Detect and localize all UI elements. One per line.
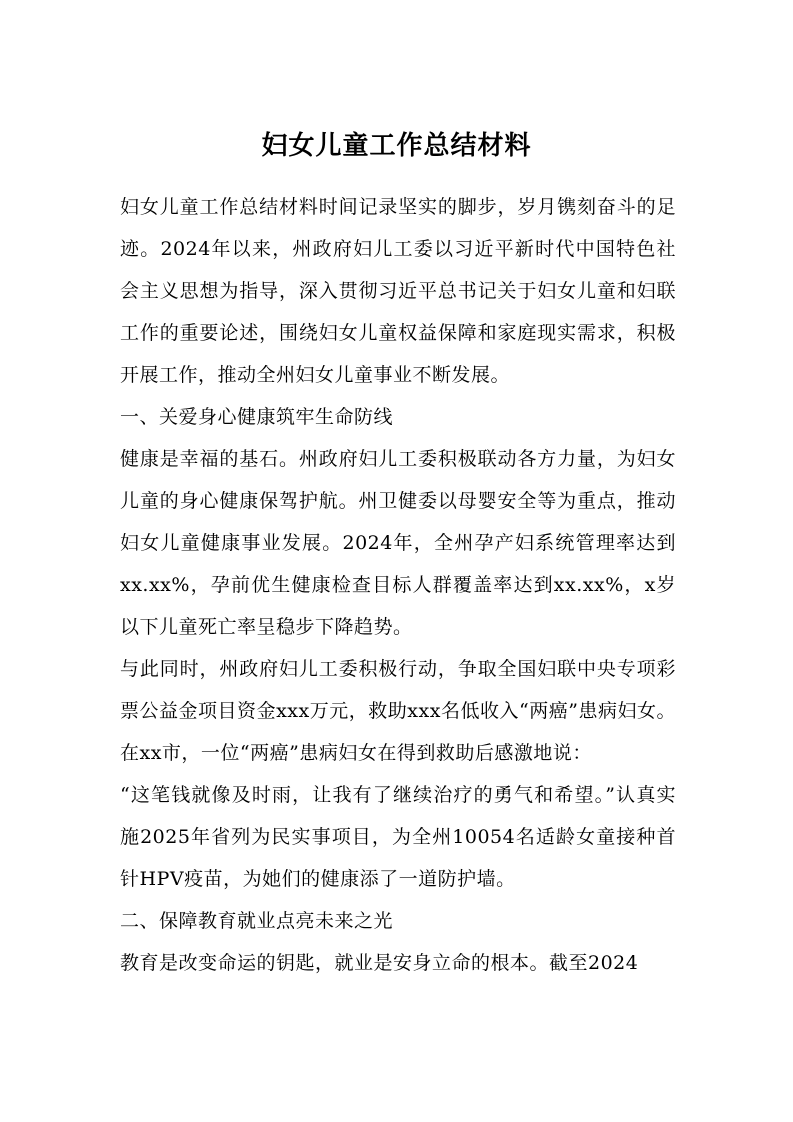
document-title: 妇女儿童工作总结材料 [261,131,532,161]
education-paragraph: 教育是改变命运的钥匙，就业是安身立命的根本。截至2024 [120,952,639,974]
section-heading-education: 二、保障教育就业点亮未来之光 [120,910,394,932]
cancer-aid-paragraph: 与此同时，州政府妇儿工委积极行动，争取全国妇联中央专项彩票公益金项目资金xxx万元，救助xxx名低收入“两癌”患病妇女。在xx市，一位“两癌”患病妇女在得到救助后感激地说： [120,658,676,764]
hpv-paragraph: “这笔钱就像及时雨，让我有了继续治疗的勇气和希望。”认真实施2025年省列为民实事项目，为全州10054名适龄女童接种首针HPV疫苗，为她们的健康添了一道防护墙。 [120,784,676,890]
health-paragraph: 健康是幸福的基石。州政府妇儿工委积极联动各方力量，为妇女儿童的身心健康保驾护航。州卫健委以母婴安全等为重点，推动妇女儿童健康事业发展。2024年，全州孕产妇系统管理率达到xx.xx%，孕前优生健康检查目标人群覆盖率达到xx.xx%，x岁以下儿童死亡率呈稳步下降趋势。 [120,448,676,638]
intro-paragraph: 妇女儿童工作总结材料时间记录坚实的脚步，岁月镌刻奋斗的足迹。2024年以来，州政府妇儿工委以习近平新时代中国特色社会主义思想为指导，深入贯彻习近平总书记关于妇女儿童和妇联工作的重要论述，围绕妇女儿童权益保障和家庭现实需求，积极开展工作，推动全州妇女儿童事业不断发展。 [120,196,676,386]
document-body [120,186,676,984]
section-heading-health: 一、关爱身心健康筑牢生命防线 [120,406,394,428]
